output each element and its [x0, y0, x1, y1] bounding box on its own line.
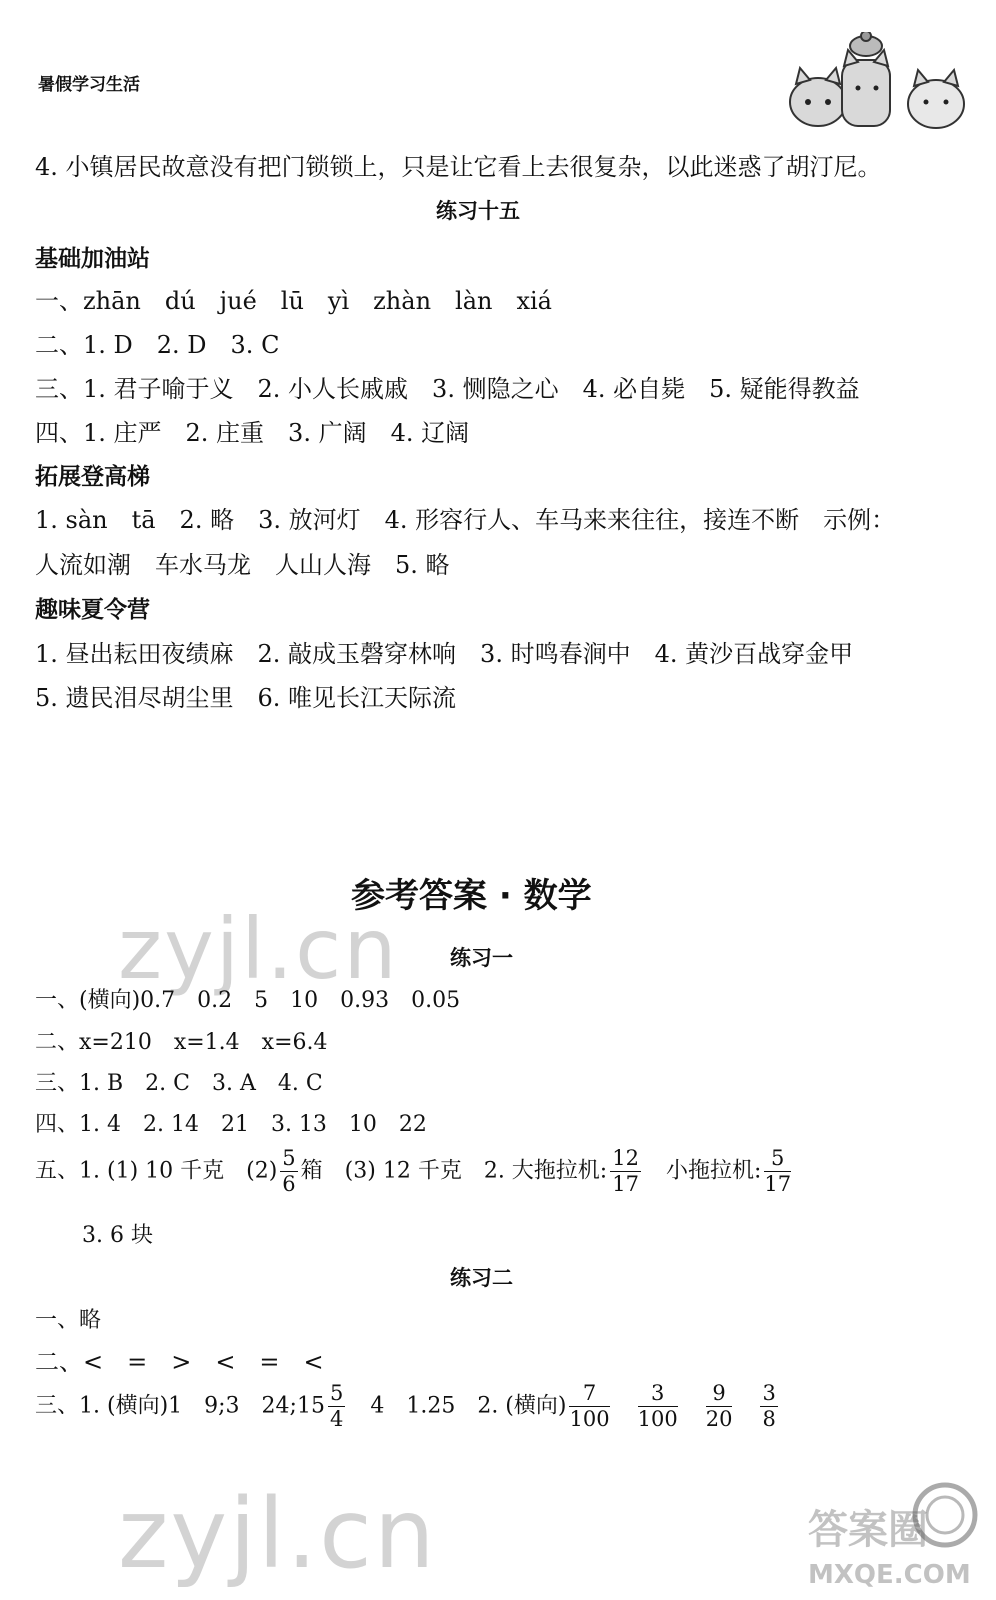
- math-line-2: 二、x=210 x=1.4 x=6.4: [35, 1030, 328, 1055]
- math-line-3: 三、1. B 2. C 3. A 4. C: [35, 1071, 323, 1096]
- fraction-5-4: [328, 1383, 345, 1430]
- math-line-5-part-c: 小拖拉机:: [643, 1158, 762, 1184]
- math-ex2-line-3-part-a: 三、1. (横向)1 9;3 24;15: [35, 1393, 325, 1419]
- frac-den: 8: [762, 1407, 776, 1431]
- frac-den: 20: [705, 1407, 733, 1431]
- watermark-zyjl-1: zyjl.cn: [118, 900, 399, 998]
- frac-den: 4: [329, 1407, 344, 1431]
- frac-num: 9: [706, 1383, 733, 1407]
- fraction-3-8: [760, 1383, 777, 1430]
- section-fun: 趣味夏令营: [35, 597, 150, 623]
- math-line-5-part-a: 五、1. (1) 10 千克 (2): [35, 1158, 278, 1184]
- watermark-answer-circle: 答案圈: [808, 1507, 928, 1553]
- fraction-7-100: [569, 1383, 609, 1430]
- answer-line-words: 四、1. 庄严 2. 庄重 3. 广阔 4. 辽阔: [35, 419, 470, 447]
- exercise-2-title: 练习二: [450, 1266, 513, 1290]
- fraction-12-17: [610, 1148, 641, 1195]
- watermark-mxqe: MXQE.COM: [808, 1560, 971, 1590]
- exercise-15-title: 练习十五: [436, 199, 520, 223]
- frac-num: 12: [612, 1146, 639, 1170]
- frac-num: 5: [764, 1148, 791, 1172]
- answer-line-4: 4. 小镇居民故意没有把门锁锁上，只是让它看上去很复杂，以此迷惑了胡汀尼。: [35, 153, 882, 181]
- fraction-3-100: [638, 1383, 678, 1430]
- answer-line-poem-2: 5. 遗民泪尽胡尘里 6. 唯见长江天际流: [35, 684, 457, 712]
- math-line-4: 四、1. 4 2. 14 21 3. 13 10 22: [35, 1112, 427, 1137]
- frac-num: 3: [762, 1381, 776, 1405]
- math-heading: 参考答案 · 数学: [351, 876, 592, 916]
- frac-num: 5: [329, 1381, 344, 1405]
- answer-line-poem-1: 1. 昼出耘田夜绩麻 2. 敲成玉磬穿林响 3. 时鸣春涧中 4. 黄沙百战穿金甲: [35, 640, 854, 668]
- frac-den: 17: [612, 1172, 639, 1196]
- frac-num: 5: [282, 1146, 296, 1170]
- math-line-5-part-b: 箱 (3) 12 千克 2. 大拖拉机:: [300, 1158, 608, 1184]
- answer-line-choice: 二、1. D 2. D 3. C: [35, 331, 280, 359]
- math-ex2-line-2: 二、< = > < = <: [35, 1348, 324, 1376]
- math-line-5: [35, 1148, 794, 1195]
- answer-line-extend-2: 人流如潮 车水马龙 人山人海 5. 略: [35, 551, 450, 579]
- math-line-6: 3. 6 块: [82, 1223, 153, 1248]
- page-header-title: 暑假学习生活: [38, 75, 140, 95]
- answer-line-pinyin: 一、zhān dú jué lū yì zhàn làn xiá: [35, 287, 552, 315]
- exercise-1-title: 练习一: [450, 946, 513, 970]
- frac-den: 100: [569, 1407, 610, 1431]
- frac-num: 3: [638, 1383, 678, 1407]
- answer-line-idioms: 三、1. 君子喻于义 2. 小人长戚戚 3. 恻隐之心 4. 必自毙 5. 疑能得教益: [35, 375, 860, 403]
- fraction-5-6: [280, 1148, 297, 1195]
- answer-line-extend-1: 1. sàn tā 2. 略 3. 放河灯 4. 形容行人、车马来来往往，接连不断 示例：: [35, 506, 896, 534]
- section-basic: 基础加油站: [35, 246, 150, 272]
- math-line-1: 一、(横向)0.7 0.2 5 10 0.93 0.05: [35, 988, 461, 1013]
- cats-illustration-icon: [786, 32, 976, 132]
- watermark-zyjl-2: zyjl.cn: [118, 1478, 437, 1590]
- frac-den: 17: [764, 1172, 792, 1196]
- section-extend: 拓展登高梯: [35, 464, 150, 490]
- fraction-9-20: [706, 1383, 733, 1430]
- frac-den: 100: [637, 1407, 678, 1431]
- frac-num: 7: [569, 1383, 609, 1407]
- math-ex2-line-1: 一、略: [35, 1308, 102, 1333]
- math-ex2-line-3-part-b: 4 1.25 2. (横向): [348, 1393, 567, 1419]
- math-ex2-line-3: [35, 1383, 781, 1430]
- watermark-logo-icon: [910, 1480, 980, 1550]
- fraction-5-17: [764, 1148, 791, 1195]
- frac-den: 6: [282, 1172, 296, 1196]
